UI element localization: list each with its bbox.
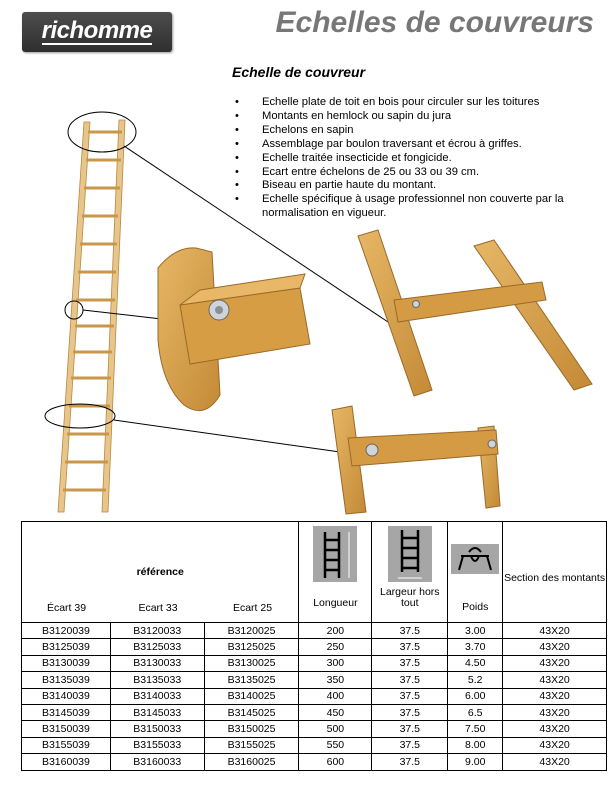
cell-largeur: 37.5 <box>372 655 448 671</box>
cell-ref-ecart-33: B3150033 <box>110 721 204 737</box>
ladder-full-view <box>58 120 125 512</box>
cell-ref-ecart-25: B3125025 <box>204 639 299 655</box>
header-poids: Poids <box>462 601 489 613</box>
header-ecart-25: Ecart 25 <box>232 602 273 614</box>
cell-ref-ecart-25: B3135025 <box>204 672 299 688</box>
feature-item: • Ecart entre échelons de 25 ou 33 ou 39 cm. <box>232 166 602 180</box>
cell-longueur: 350 <box>299 672 372 688</box>
feature-item: • Assemblage par boulon traversant et écrou à griffes. <box>232 138 602 152</box>
cell-ref-ecart-33: B3155033 <box>110 737 204 753</box>
weight-icon <box>451 544 499 574</box>
cell-poids: 5.2 <box>448 672 503 688</box>
reference-label: référence <box>136 566 184 578</box>
cell-section: 43X20 <box>503 655 607 671</box>
cell-largeur: 37.5 <box>372 721 448 737</box>
cell-ref-ecart-39: B3140039 <box>22 688 111 704</box>
table-row <box>22 721 607 737</box>
header-longueur: Longueur <box>313 597 358 609</box>
cell-ref-ecart-25: B3120025 <box>204 623 299 639</box>
table-row <box>22 639 607 655</box>
cell-ref-ecart-39: B3135039 <box>22 672 111 688</box>
cell-ref-ecart-25: B3160025 <box>204 754 299 770</box>
cell-ref-ecart-39: B3145039 <box>22 704 111 720</box>
cell-longueur: 500 <box>299 721 372 737</box>
cell-poids: 6.5 <box>448 704 503 720</box>
cell-poids: 6.00 <box>448 688 503 704</box>
cell-ref-ecart-33: B3160033 <box>110 754 204 770</box>
cell-ref-ecart-33: B3140033 <box>110 688 204 704</box>
cell-poids: 8.00 <box>448 737 503 753</box>
header-largeur: Largeur hors tout <box>380 586 440 609</box>
header-largeur-cell <box>372 522 448 623</box>
cell-poids: 4.50 <box>448 655 503 671</box>
header-ecart-33: Ecart 33 <box>138 602 178 614</box>
header-longueur-cell <box>299 522 372 623</box>
feature-item: • Echelons en sapin <box>232 124 602 138</box>
cell-ref-ecart-25: B3150025 <box>204 721 299 737</box>
joint-detail-3 <box>332 406 500 514</box>
cell-largeur: 37.5 <box>372 704 448 720</box>
product-subtitle: Echelle de couvreur <box>232 64 366 80</box>
detail-callouts <box>45 112 388 452</box>
ladder-length-icon <box>313 526 357 582</box>
cell-longueur: 250 <box>299 639 372 655</box>
header-poids-cell <box>448 522 503 623</box>
table-row <box>22 655 607 671</box>
cell-poids: 7.50 <box>448 721 503 737</box>
cell-longueur: 300 <box>299 655 372 671</box>
cell-section: 43X20 <box>503 737 607 753</box>
reference-table <box>21 521 607 771</box>
cell-section: 43X20 <box>503 704 607 720</box>
header-ecart-39: Écart 39 <box>46 602 87 614</box>
cell-section: 43X20 <box>503 639 607 655</box>
table-row <box>22 704 607 720</box>
brand-name: richomme <box>41 17 153 44</box>
feature-item: • Echelle traitée insecticide et fongicide. <box>232 152 602 166</box>
cell-longueur: 450 <box>299 704 372 720</box>
table-row <box>22 688 607 704</box>
joint-detail-1 <box>158 248 310 411</box>
cell-largeur: 37.5 <box>372 623 448 639</box>
ladder-width-icon <box>388 526 432 582</box>
cell-ref-ecart-33: B3130033 <box>110 655 204 671</box>
cell-ref-ecart-39: B3120039 <box>22 623 111 639</box>
cell-ref-ecart-33: B3125033 <box>110 639 204 655</box>
brand-logo <box>22 12 172 52</box>
cell-ref-ecart-33: B3135033 <box>110 672 204 688</box>
feature-item: • Biseau en partie haute du montant. <box>232 179 602 193</box>
cell-largeur: 37.5 <box>372 639 448 655</box>
cell-ref-ecart-39: B3155039 <box>22 737 111 753</box>
feature-item: • Echelle plate de toit en bois pour circuler sur les toitures <box>232 96 602 110</box>
joint-detail-2 <box>358 230 592 396</box>
cell-ref-ecart-25: B3130025 <box>204 655 299 671</box>
cell-longueur: 400 <box>299 688 372 704</box>
cell-section: 43X20 <box>503 672 607 688</box>
cell-section: 43X20 <box>503 623 607 639</box>
cell-ref-ecart-33: B3120033 <box>110 623 204 639</box>
cell-section: 43X20 <box>503 688 607 704</box>
table-row <box>22 672 607 688</box>
cell-longueur: 200 <box>299 623 372 639</box>
cell-ref-ecart-39: B3125039 <box>22 639 111 655</box>
feature-item: • Montants en hemlock ou sapin du jura <box>232 110 602 124</box>
cell-ref-ecart-25: B3145025 <box>204 704 299 720</box>
cell-poids: 3.70 <box>448 639 503 655</box>
table-row <box>22 754 607 770</box>
cell-section: 43X20 <box>503 754 607 770</box>
reference-header-cell <box>22 522 299 623</box>
feature-item: • Echelle spécifique à usage professionnel non couverte par la normalisation en vigueur. <box>232 193 602 221</box>
cell-largeur: 37.5 <box>372 754 448 770</box>
table-row <box>22 737 607 753</box>
page-title: Echelles de couvreurs <box>275 6 594 39</box>
cell-section: 43X20 <box>503 721 607 737</box>
cell-largeur: 37.5 <box>372 737 448 753</box>
cell-ref-ecart-33: B3145033 <box>110 704 204 720</box>
cell-largeur: 37.5 <box>372 688 448 704</box>
cell-poids: 9.00 <box>448 754 503 770</box>
cell-largeur: 37.5 <box>372 672 448 688</box>
reference-table-body <box>22 623 607 771</box>
ladder-illustration <box>0 110 612 522</box>
cell-ref-ecart-25: B3155025 <box>204 737 299 753</box>
table-row <box>22 623 607 639</box>
cell-longueur: 600 <box>299 754 372 770</box>
cell-ref-ecart-25: B3140025 <box>204 688 299 704</box>
cell-ref-ecart-39: B3130039 <box>22 655 111 671</box>
header-section: Section des montants <box>503 522 607 623</box>
cell-poids: 3.00 <box>448 623 503 639</box>
cell-ref-ecart-39: B3160039 <box>22 754 111 770</box>
cell-ref-ecart-39: B3150039 <box>22 721 111 737</box>
cell-longueur: 550 <box>299 737 372 753</box>
